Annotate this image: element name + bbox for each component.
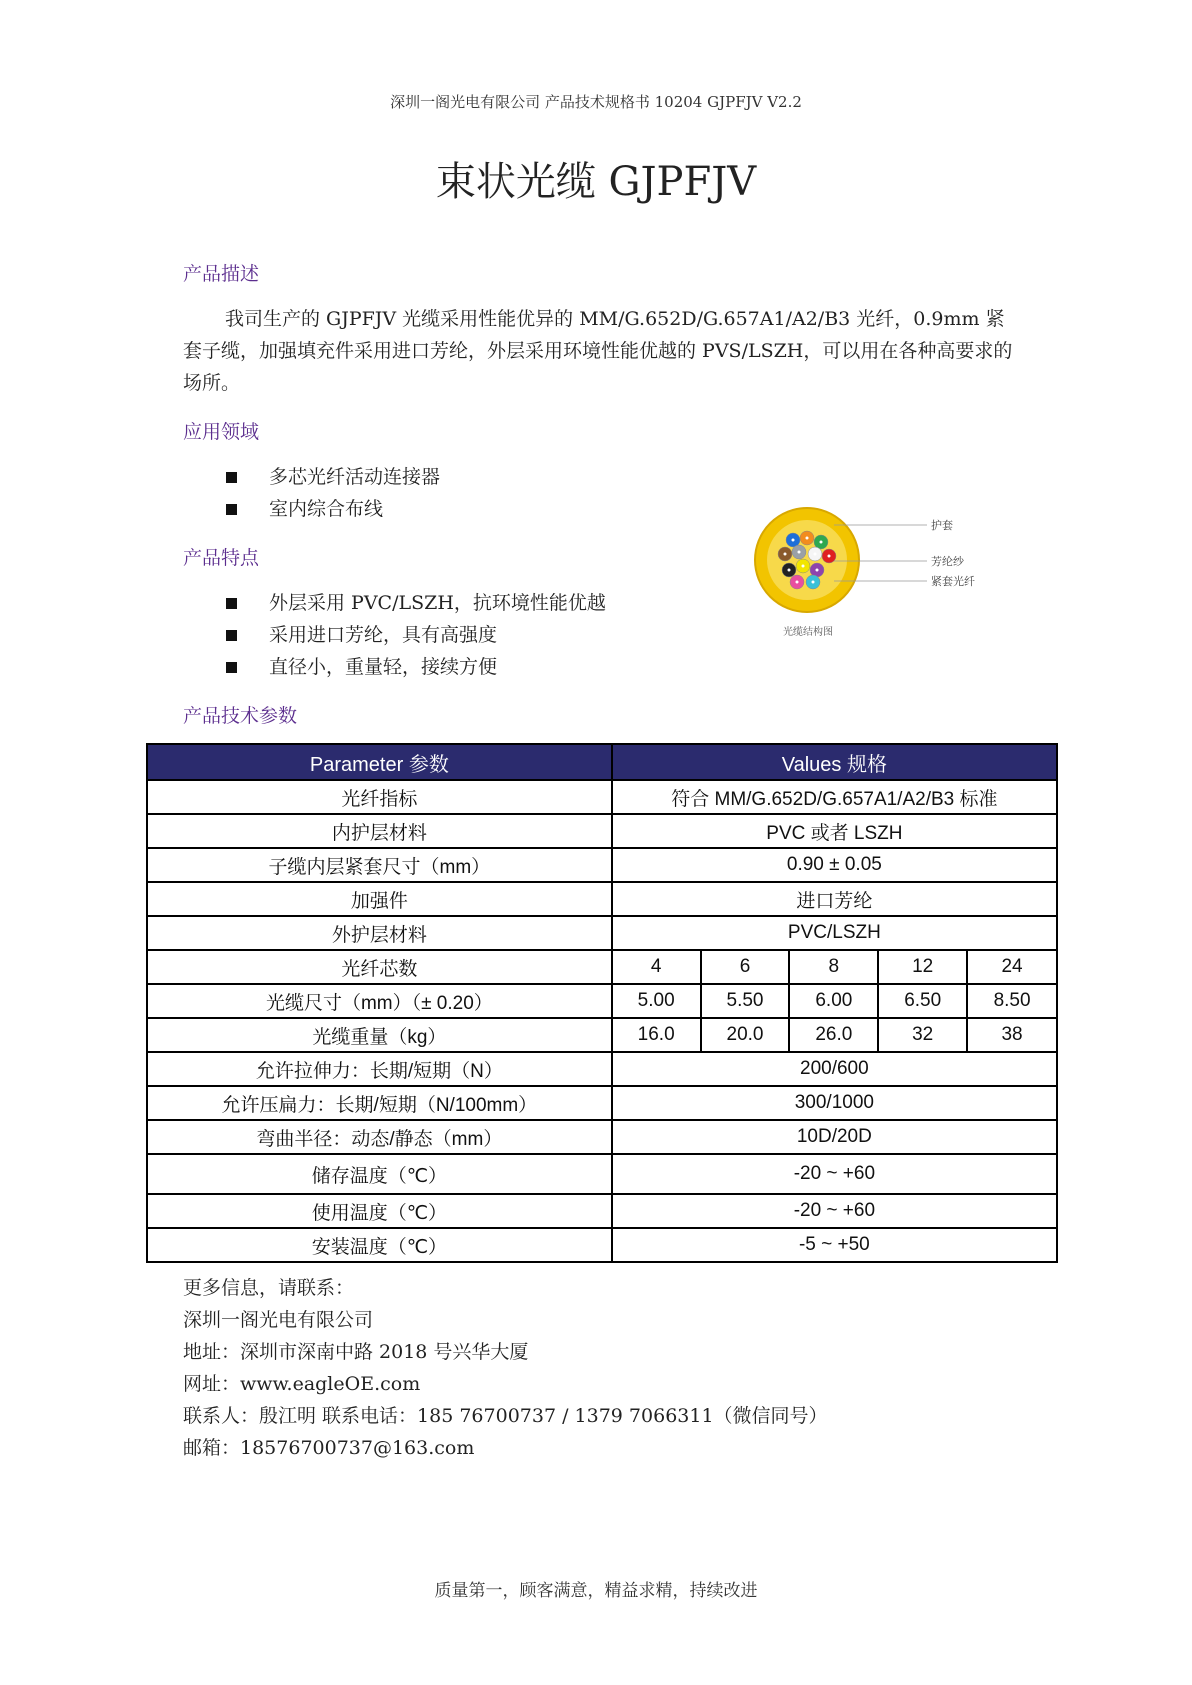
table-row: 允许拉伸力：长期/短期（N） 200/600 [147, 1052, 1057, 1086]
contact-line: 邮箱：18576700737@163.com [183, 1437, 475, 1459]
table-row: 储存温度（℃） -20 ~ +60 [147, 1154, 1057, 1194]
list-item: 室内综合布线 [226, 493, 440, 525]
bullet-square-icon [226, 598, 237, 609]
table-row: 光缆重量（kg） 16.0 20.0 26.0 32 38 [147, 1018, 1057, 1052]
fiber-core [788, 569, 791, 572]
header-parameter: Parameter 参数 [147, 744, 612, 780]
spec-table [146, 743, 1058, 1263]
table-row: 允许压扁力：长期/短期（N/100mm） 300/1000 [147, 1086, 1057, 1120]
application-list [226, 461, 440, 525]
fiber-core [784, 553, 787, 556]
table-row: 光纤指标 符合 MM/G.652D/G.657A1/A2/B3 标准 [147, 780, 1057, 814]
bullet-square-icon [226, 630, 237, 641]
fiber-core [828, 555, 831, 558]
list-item: 多芯光纤活动连接器 [226, 461, 440, 493]
table-row: 安装温度（℃） -5 ~ +50 [147, 1228, 1057, 1262]
section-title-params: 产品技术参数 [183, 705, 298, 727]
list-item: 采用进口芳纶，具有高强度 [226, 619, 606, 651]
fiber-core [820, 541, 823, 544]
fiber-core [814, 553, 817, 556]
fiber-core [792, 539, 795, 542]
fiber-core [816, 569, 819, 572]
cable-structure-diagram [752, 505, 1012, 645]
contact-line: 深圳一阁光电有限公司 [183, 1309, 374, 1331]
contact-line: 联系人：殷江明 联系电话：185 76700737 / 1379 7066311（微信同号） [183, 1405, 828, 1427]
section-title-application: 应用领域 [183, 421, 260, 443]
page-title: 束状光缆 GJPFJV [435, 159, 757, 205]
label-jacket: 护套 [931, 519, 953, 532]
fiber-core [798, 551, 801, 554]
bullet-square-icon [226, 662, 237, 673]
label-tight-fiber: 紧套光纤 [931, 575, 975, 588]
section-title-description: 产品描述 [183, 263, 260, 285]
page-footer: 质量第一，顾客满意，精益求精，持续改进 [434, 1581, 758, 1601]
description-paragraph: 我司生产的 GJPFJV 光缆采用性能优异的 MM/G.652D/G.657A1/A2/B3 光纤，0.9mm 紧套子缆，加强填充件采用进口芳纶，外层采用环境性能优越的 PVS/LSZH，可以用在各种高要求的场所。 [183, 308, 1013, 394]
contact-line: 地址：深圳市深南中路 2018 号兴华大厦 [183, 1341, 529, 1363]
contact-line: 网址：www.eagleOE.com [183, 1373, 421, 1395]
table-row: 弯曲半径：动态/静态（mm） 10D/20D [147, 1120, 1057, 1154]
header-values: Values 规格 [612, 744, 1057, 780]
label-aramid: 芳纶纱 [931, 555, 964, 568]
section-title-features: 产品特点 [183, 547, 260, 569]
table-row: 子缆内层紧套尺寸（mm） 0.90 ± 0.05 [147, 848, 1057, 882]
list-item: 直径小，重量轻，接续方便 [226, 651, 606, 683]
table-header-row [147, 744, 1057, 780]
bullet-square-icon [226, 472, 237, 483]
contact-info [183, 1272, 828, 1464]
table-row: 使用温度（℃） -20 ~ +60 [147, 1194, 1057, 1228]
fiber-core [806, 537, 809, 540]
features-list [226, 587, 606, 683]
table-row: 光纤芯数 4 6 8 12 24 [147, 950, 1057, 984]
fiber-core [812, 581, 815, 584]
page-header: 深圳一阁光电有限公司 产品技术规格书 10204 GJPFJV V2.2 [390, 93, 802, 111]
fiber-core [802, 565, 805, 568]
table-row: 加强件 进口芳纶 [147, 882, 1057, 916]
fiber-core [796, 581, 799, 584]
list-item: 外层采用 PVC/LSZH，抗环境性能优越 [226, 587, 606, 619]
diagram-caption: 光缆结构图 [783, 627, 833, 638]
table-row: 内护层材料 PVC 或者 LSZH [147, 814, 1057, 848]
bullet-square-icon [226, 504, 237, 515]
table-row: 光缆尺寸（mm）（± 0.20） 5.00 5.50 6.00 6.50 8.50 [147, 984, 1057, 1018]
contact-line: 更多信息，请联系： [183, 1277, 355, 1299]
table-row: 外护层材料 PVC/LSZH [147, 916, 1057, 950]
